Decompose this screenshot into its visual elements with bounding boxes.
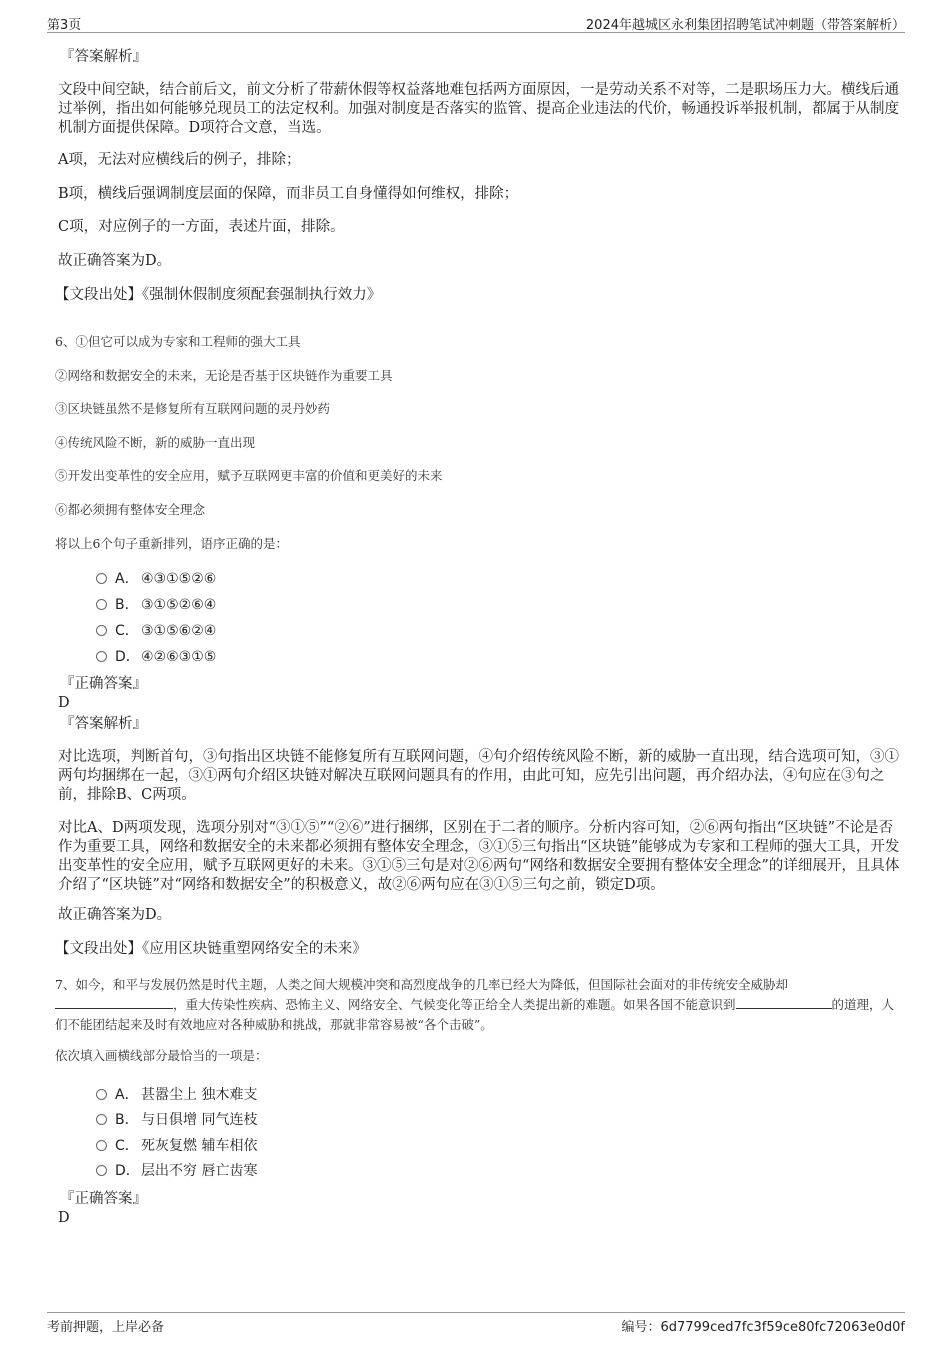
q6-sentence-4: ④传统风险不断，新的威胁一直出现 (55, 435, 256, 450)
q5-analysis-option-a: A项，无法对应横线后的例子，排除； (58, 152, 301, 168)
q6-analysis-label: 『答案解析』 (60, 716, 147, 732)
page-header (47, 12, 905, 33)
q6-sentence-3: ③区块链虽然不是修复所有互联网问题的灵丹妙药 (55, 401, 331, 416)
q5-analysis-label: 『答案解析』 (60, 49, 147, 65)
q7-option-a[interactable] (96, 1086, 257, 1104)
q7-option-d[interactable] (96, 1162, 257, 1180)
q5-analysis-option-b: B项，横线后强调制度层面的保障，而非员工自身懂得如何维权，排除； (58, 186, 519, 202)
radio-icon[interactable] (96, 573, 107, 584)
option-text: ④②⑥③①⑤ (141, 649, 217, 665)
q7-stem-part-2: ，重大传染性疾病、恐怖主义、网络安全、气候变化等正给全人类提出新的难题。如果各国不能意识到 (173, 997, 736, 1012)
q5-conclusion: 故正确答案为D。 (58, 253, 172, 269)
q6-option-d[interactable] (96, 648, 216, 666)
q6-sentence-1: 6、①但它可以成为专家和工程师的强大工具 (55, 334, 301, 349)
option-text: ③①⑤②⑥④ (141, 597, 217, 613)
q6-sentence-5: ⑤开发出变革性的安全应用，赋予互联网更丰富的价值和更美好的未来 (55, 468, 443, 483)
option-text: ④③①⑤②⑥ (141, 571, 217, 587)
option-letter: B． (115, 597, 139, 613)
q6-conclusion: 故正确答案为D。 (58, 907, 172, 923)
document-id: 编号：6d7799ced7fc3f59ce80fc72063e0d0f (621, 1320, 905, 1335)
radio-icon[interactable] (96, 1140, 107, 1151)
q5-analysis-option-c: C项，对应例子的一方面，表述片面，排除。 (58, 219, 345, 235)
option-letter: C． (115, 1138, 139, 1154)
q7-stem-part-3: 的道理，人们不能团结起来及时有效地应对各种威胁和挑战，那就非常容易被“各个击破”。 (55, 997, 895, 1032)
q7-option-b[interactable] (96, 1111, 257, 1129)
option-letter: D． (115, 1163, 140, 1179)
q5-source: 【文段出处】《强制休假制度须配套强制执行效力》 (55, 287, 382, 303)
q7-prompt: 依次填入画横线部分最恰当的一项是： (55, 1048, 268, 1063)
option-text: 死灰复燃 辅车相依 (141, 1138, 258, 1154)
option-letter: D． (115, 649, 140, 665)
q6-sentence-2: ②网络和数据安全的未来，无论是否基于区块链作为重要工具 (55, 368, 393, 383)
radio-icon[interactable] (96, 599, 107, 610)
q6-source: 【文段出处】《应用区块链重塑网络安全的未来》 (55, 941, 367, 957)
option-letter: A． (115, 571, 139, 587)
q6-option-c[interactable] (96, 622, 216, 640)
q7-blank-2 (736, 996, 832, 1009)
q6-sentence-6: ⑥都必须拥有整体安全理念 (55, 502, 206, 517)
q6-prompt: 将以上6个句子重新排列，语序正确的是： (55, 536, 288, 551)
q6-option-b[interactable] (96, 596, 216, 614)
q6-analysis-paragraph-2: 对比A、D两项发现，选项分别对“③①⑤”“②⑥”进行捆绑，区别在于二者的顺序。分析内容可知，②⑥两句指出“区块链”不论是否作为重要工具，网络和数据安全的未来都必须拥有整体安全理念，③①⑤三句指出“区块链”能够成为专家和工程师的强大工具，开发出变革性的安全应用，赋予互联网更好的未来。③①⑤三句是对②⑥两句“网络和数据安全要拥有整体安全理念”的详细展开，且具体介绍了“区块链”对“网络和数据安全”的积极意义，故②⑥两句应在③①⑤三句之前，锁定D项。 (58, 820, 900, 893)
q5-analysis-paragraph: 文段中间空缺，结合前后文，前文分析了带薪休假等权益落地难包括两方面原因，一是劳动关系不对等，二是职场压力大。横线后通过举例，指出如何能够兑现员工的法定权利。加强对制度是否落实的监管、提高企业违法的代价，畅通投诉举报机制，都属于从制度机制方面提供保障。D项符合文意，当选。 (58, 82, 899, 136)
q6-analysis-paragraph-1: 对比选项，判断首句，③句指出区块链不能修复所有互联网问题，④句介绍传统风险不断，新的威胁一直出现，结合选项可知，③①两句均捆绑在一起，③①两句介绍区块链对解决互联网问题具有的作用，由此可知，应先引出问题，再介绍办法，④句应在③句之前，排除B、C两项。 (58, 749, 899, 803)
radio-icon[interactable] (96, 1114, 107, 1125)
page-footer (47, 1312, 905, 1335)
q7-option-c[interactable] (96, 1137, 257, 1155)
q6-option-a[interactable] (96, 570, 216, 588)
q6-answer-label: 『正确答案』 (60, 676, 147, 692)
q6-answer: D (58, 695, 70, 711)
option-text: 甚嚣尘上 独木难支 (141, 1087, 258, 1103)
radio-icon[interactable] (96, 625, 107, 636)
radio-icon[interactable] (96, 651, 107, 662)
option-letter: C． (115, 623, 139, 639)
option-letter: B． (115, 1112, 139, 1128)
q7-answer: D (58, 1210, 70, 1226)
option-text: ③①⑤⑥②④ (141, 623, 217, 639)
option-text: 与日俱增 同气连枝 (141, 1112, 258, 1128)
document-title: 2024年越城区永利集团招聘笔试冲刺题（带答案解析） (585, 18, 905, 33)
radio-icon[interactable] (96, 1089, 107, 1100)
q7-answer-label: 『正确答案』 (60, 1191, 147, 1207)
q7-stem (55, 975, 905, 1035)
q7-blank-1 (55, 996, 173, 1009)
q7-stem-part-1: 7、如今，和平与发展仍然是时代主题，人类之间大规模冲突和高烈度战争的几率已经大为降低，但国际社会面对的非传统安全威胁却 (55, 977, 788, 992)
footer-slogan: 考前押题，上岸必备 (47, 1320, 165, 1335)
radio-icon[interactable] (96, 1165, 107, 1176)
option-text: 层出不穷 唇亡齿寒 (141, 1163, 258, 1179)
option-letter: A． (115, 1087, 139, 1103)
page-number: 第3页 (47, 18, 82, 33)
